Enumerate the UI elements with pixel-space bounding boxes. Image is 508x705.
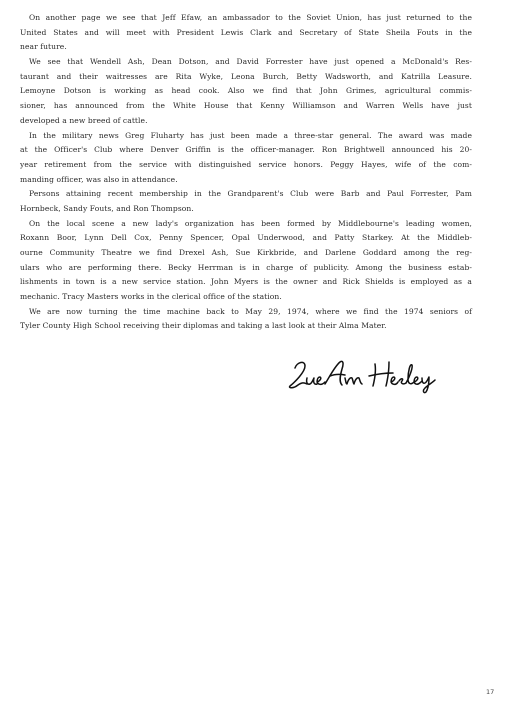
text-line: ulars who are performing there. Becky Herrman is in charge of publicity. Among the business estab- (20, 262, 472, 272)
text-line: sioner, has announced from the White House that Kenny Williamson and Warren Wells have just (20, 101, 472, 111)
text-line: taurant and their waitresses are Rita Wyke, Leona Burch, Betty Wadsworth, and Katrilla Leasure. (20, 71, 472, 81)
text-line: Lemoyne Dotson is working as head cook. Also we find that John Grimes, agricultural commis- (20, 86, 472, 96)
text-line: On the local scene a new lady's organization has been formed by Middlebourne's leading women, (29, 218, 472, 228)
handwritten-signature (285, 354, 445, 394)
text-line: In the military news Greg Fluharty has just been made a three-star general. The award was made (29, 130, 472, 140)
body-text (20, 11, 472, 334)
text-line: developed a new breed of cattle. (20, 115, 148, 125)
text-line: mechanic. Tracy Masters works in the clerical office of the station. (20, 292, 282, 302)
signature-graphic (285, 354, 445, 394)
text-line: We see that Wendell Ash, Dean Dotson, and David Forrester have just opened a McDonald's Res- (29, 57, 472, 67)
text-line: Hornbeck, Sandy Fouts, and Ron Thompson. (20, 203, 194, 213)
page-number: 17 (486, 688, 495, 696)
text-line: We are now turning the time machine back to May 29, 1974, where we find the 1974 seniors of (29, 306, 472, 316)
text-line: Roxann Boor, Lynn Dell Cox, Penny Spencer, Opal Underwood, and Patty Starkey. At the Middleb- (20, 233, 472, 243)
text-line: manding officer, was also in attendance. (20, 174, 178, 184)
text-line: ourne Community Theatre we find Drexel Ash, Sue Kirkbride, and Darlene Goddard among the reg- (20, 248, 472, 257)
text-line: Tyler County High School receiving their diplomas and taking a last look at their Alma Mater. (20, 321, 387, 331)
text-line: United States and will meet with President Lewis Clark and Secretary of State Sheila Fouts in the (20, 27, 472, 37)
text-line: near future. (20, 42, 67, 52)
text-line: lishments in town is a new service station. John Myers is the owner and Rick Shields is employed as a (20, 277, 472, 287)
text-line: On another page we see that Jeff Efaw, an ambassador to the Soviet Union, has just returned to the (29, 13, 472, 22)
text-line: Persons attaining recent membership in the Grandparent's Club were Barb and Paul Forrester, Pam (29, 189, 472, 199)
text-line: at the Officer's Club where Denver Griffin is the officer-manager. Ron Brightwell announced his 20- (20, 145, 472, 155)
text-line: year retirement from the service with distinguished service honors. Peggy Hayes, wife of the com- (20, 159, 472, 169)
